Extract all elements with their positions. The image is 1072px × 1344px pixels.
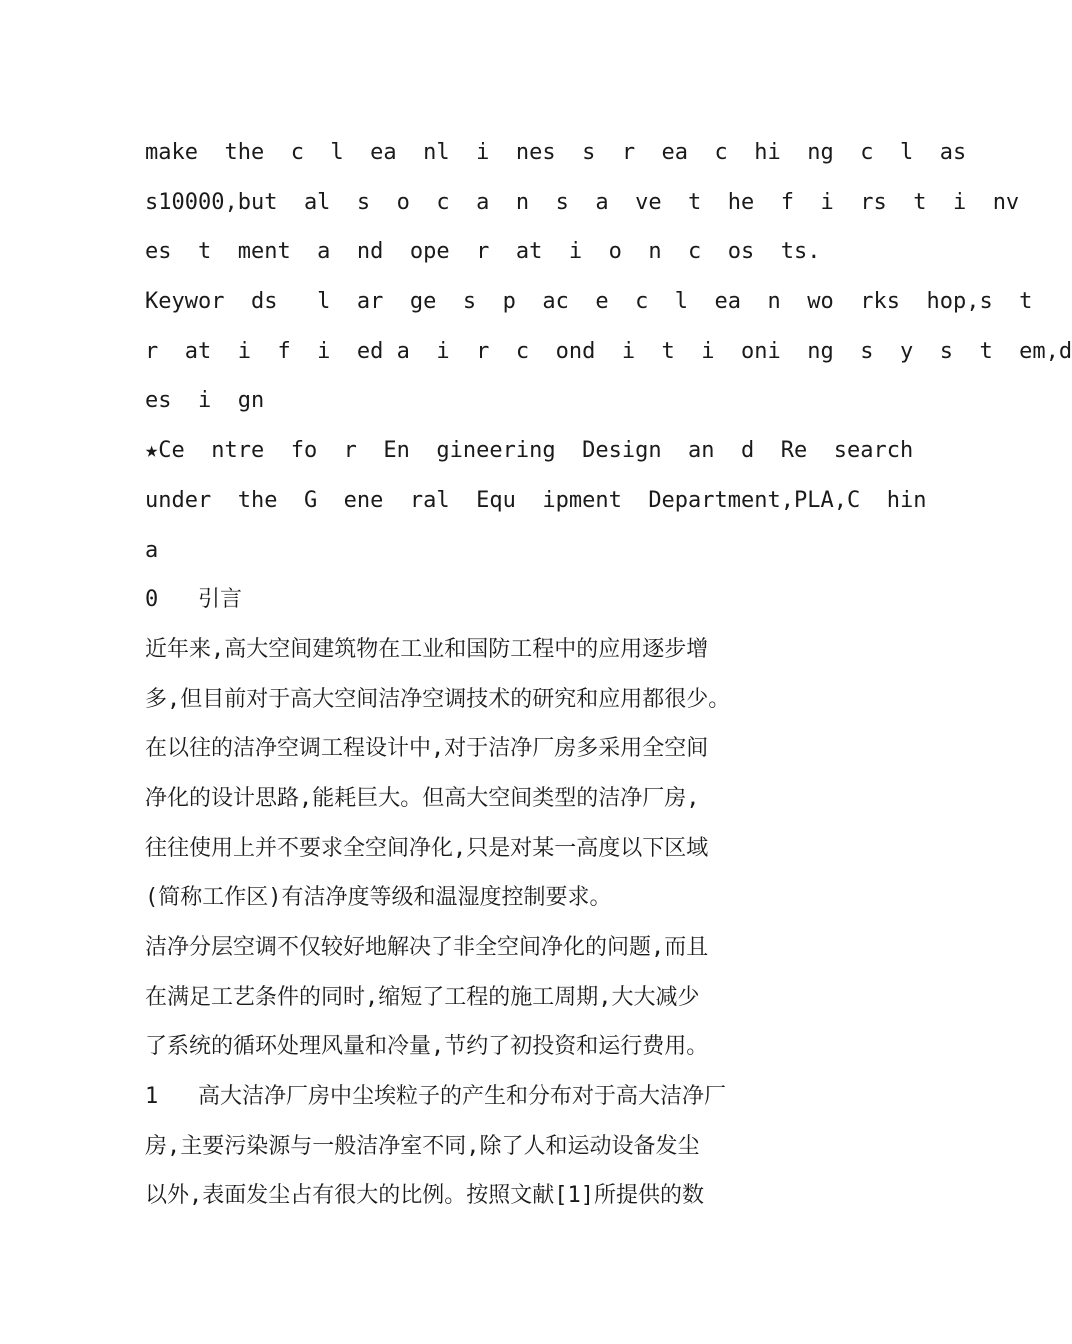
paragraph-line: 房,主要污染源与一般洁净室不同,除了人和运动设备发尘 [145,1133,700,1159]
document-body [145,128,1072,1221]
keywords-line: Keywor ds l ar ge s p ac e c l ea n wo rks hop,s t [145,289,1033,315]
paragraph-line: 多,但目前对于高大空间洁净空调技术的研究和应用都很少。 [145,686,731,712]
paragraph-line: 以外,表面发尘占有很大的比例。按照文献[1]所提供的数 [145,1183,704,1209]
paragraph-line: 在以往的洁净空调工程设计中,对于洁净厂房多采用全空间 [145,736,709,762]
text-line: make the c l ea nl i nes s r ea c hi ng c l as [145,140,967,165]
keywords-line: es i gn [145,388,265,414]
text-line: s10000,but al s o c a n s a ve t he f i rs t i nv [145,189,1020,215]
section-heading-line: 1 高大洁净厂房中尘埃粒子的产生和分布对于高大洁净厂 [145,1084,726,1110]
paragraph-line: 净化的设计思路,能耗巨大。但高大空间类型的洁净厂房, [145,785,700,811]
paragraph-line: 洁净分层空调不仅较好地解决了非全空间净化的问题,而且 [145,935,709,960]
affiliation-line: a [145,537,159,563]
text-line: es t ment a nd ope r at i o n c os ts. [145,239,821,265]
paragraph-line: 往往使用上并不要求全空间净化,只是对某一高度以下区域 [145,835,709,861]
keywords-line: r at i f i ed a i r c ond i t i oni ng s y s t em,d [145,338,1072,364]
paragraph-line: 近年来,高大空间建筑物在工业和国防工程中的应用逐步增 [145,636,709,662]
affiliation-line: ★Ce ntre fo r En gineering Design an d Re search [145,438,914,464]
paragraph-line: 在满足工艺条件的同时,缩短了工程的施工周期,大大减少 [145,984,700,1010]
paragraph-line: (简称工作区)有洁净度等级和温湿度控制要求。 [145,885,612,911]
section-heading: 0 引言 [145,587,242,613]
affiliation-line: under the G ene ral Equ ipment Department,PLA,C hin [145,487,927,513]
paragraph-line: 了系统的循环处理风量和冷量,节约了初投资和运行费用。 [145,1034,709,1060]
